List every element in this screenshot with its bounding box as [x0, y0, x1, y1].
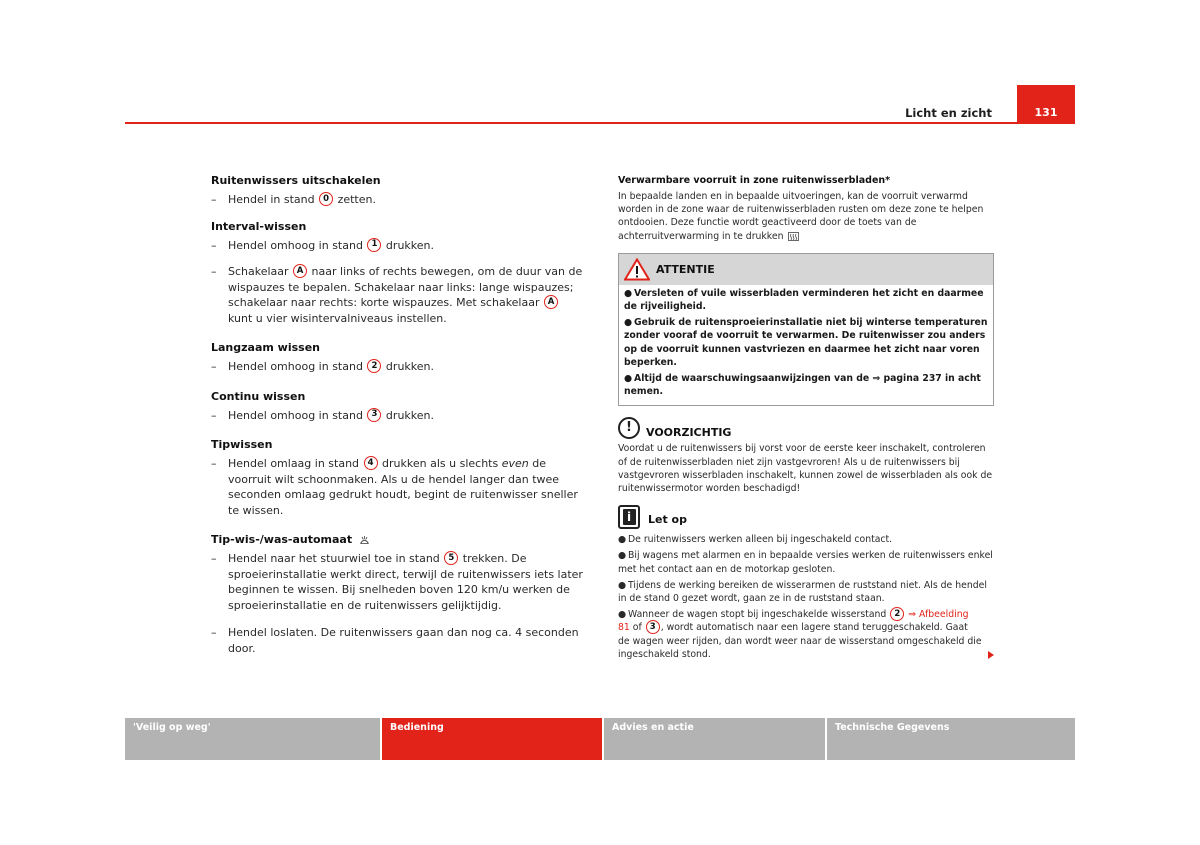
position-marker: 3 [646, 620, 660, 634]
section-title: Tip-wis-/was-automaat [211, 533, 586, 546]
section-title: Ruitenwissers uitschakelen [211, 174, 381, 187]
note-label: Let op [648, 512, 687, 526]
note-header [618, 505, 994, 529]
list-item: – Hendel omlaag in stand 4 drukken als u slechts even de voorruit wilt schoonmaken. Als u de hendel langer dan twee seconden omlaag gedrukt houdt, begint de ruitenwisser sneller te wissen. [211, 456, 586, 518]
right-column [618, 175, 994, 664]
header-rule [125, 122, 1075, 124]
position-marker: 4 [364, 456, 378, 470]
section-title: Continu wissen [211, 389, 306, 403]
position-marker: 2 [367, 359, 381, 373]
chapter-title: Licht en zicht [905, 106, 992, 120]
heated-windscreen-title: Verwarmbare voorruit in zone ruitenwisserbladen* [618, 175, 891, 186]
position-marker: 0 [319, 192, 333, 206]
caution-label: VOORZICHTIG [646, 426, 732, 440]
warning-label: ATTENTIE [656, 262, 715, 276]
section-title: Langzaam wissen [211, 341, 320, 354]
list-item: – Hendel omhoog in stand 3 drukken. [211, 408, 586, 424]
figure-link[interactable]: ⇒ Afbeelding 81 [618, 609, 969, 634]
list-item: – Schakelaar A naar links of rechts bewegen, om de duur van de wispauzes te bepalen. Schakelaar naar links: lange wispauzes; schakelaar naar rechts: korte wispauzes. Met schakelaar A kunt u vier wisintervalniveaus instellen. [211, 264, 586, 326]
footer-nav [125, 718, 1075, 760]
heated-windscreen-text: In bepaalde landen en in bepaalde uitvoeringen, kan de voorruit verwarmd worden in de zone waar de ruitenwisserbladen rusten om deze zone te helpen ontdooien. Deze functie wordt geactiveerd door de toets van de achterruitverwarming in te drukken [618, 191, 984, 242]
warning-item: ● Versleten of vuile wisserbladen verminderen het zicht en daarmee de rijveiligheid. [624, 287, 984, 313]
footer-tab-veilig-op-weg[interactable]: 'Veilig op weg' [125, 718, 380, 760]
note-item: ● Bij wagens met alarmen en in bepaalde versies werken de ruitenwissers enkel met het contact aan en de motorkap gesloten. [618, 550, 993, 575]
warning-item: ● Gebruik de ruitensproeierinstallatie niet bij winterse temperaturen zonder vooraf de voorruit te verwarmen. De ruitenwisser zou anders op de voorruit kunnen vastvriezen en daarmee het zicht naar voren beperken. [624, 317, 988, 368]
position-marker: 3 [367, 408, 381, 422]
footer-tab-advies-en-actie[interactable]: Advies en actie [604, 718, 825, 760]
position-marker: 5 [444, 551, 458, 565]
page-number: 131 [1017, 85, 1075, 124]
section-title: Interval-wissen [211, 219, 307, 233]
list-item: – Hendel naar het stuurwiel toe in stand 5 trekken. De sproeierinstallatie werkt direct, terwijl de ruitenwissers iets later beginnen te wissen. Bij snelheden boven 120 km/u werken de sproeierinstallatie en de ruitenwissers gelijktijdig. [211, 551, 586, 613]
list-item: – Hendel in stand 0 zetten. [211, 192, 586, 208]
washer-icon [359, 535, 370, 545]
caution-text: Voordat u de ruitenwissers bij vorst voor de eerste keer inschakelt, controleren of de ruitenwisserbladen niet zijn vastgevroren! Als u de ruitenwissers bij vastgevroren wisserbladen inschakelt, kunnen zowel de wisserbladen als ook de ruitenwissermotor worden beschadigd! [618, 443, 993, 495]
warning-triangle-icon [624, 258, 650, 281]
note-item: ● Tijdens de werking bereiken de wisserarmen de ruststand niet. Als de hendel in de stand 0 gezet wordt, gaan ze in de ruststand staan. [618, 579, 987, 605]
caution-header [618, 416, 994, 439]
note-item: ● De ruitenwissers werken alleen bij ingeschakeld contact. [618, 534, 893, 546]
warning-header [619, 254, 993, 285]
position-marker: 1 [367, 238, 381, 252]
list-item: – Hendel omhoog in stand 1 drukken. [211, 238, 586, 254]
exclamation-circle-icon: ! [618, 417, 640, 439]
position-marker: A [293, 264, 307, 278]
position-marker: 2 [890, 607, 904, 621]
position-marker: A [544, 295, 558, 309]
warning-box [618, 253, 994, 407]
footer-tab-bediening[interactable]: Bediening [382, 718, 602, 760]
note-item: ● Wanneer de wagen stopt bij ingeschakelde wisserstand 2 ⇒ Afbeelding 81 of 3 , wordt automatisch naar een lagere stand teruggeschakeld. Gaat de wagen weer rijden, dan wordt weer naar de wisserstand omgeschakeld die ingeschakeld stond. [618, 608, 994, 661]
info-icon: i [618, 505, 640, 529]
list-item: – Hendel omhoog in stand 2 drukken. [211, 359, 586, 375]
section-title: Tipwissen [211, 438, 273, 451]
footer-tab-technische-gegevens[interactable]: Technische Gegevens [827, 718, 1075, 760]
rear-defrost-icon [788, 232, 799, 241]
left-column [211, 174, 586, 656]
list-item: – Hendel loslaten. De ruitenwissers gaan dan nog ca. 4 seconden door. [211, 625, 586, 656]
continue-arrow-icon [988, 651, 994, 659]
warning-item: ● Altijd de waarschuwingsaanwijzingen van de ⇒ pagina 237 in acht nemen. [624, 373, 981, 398]
